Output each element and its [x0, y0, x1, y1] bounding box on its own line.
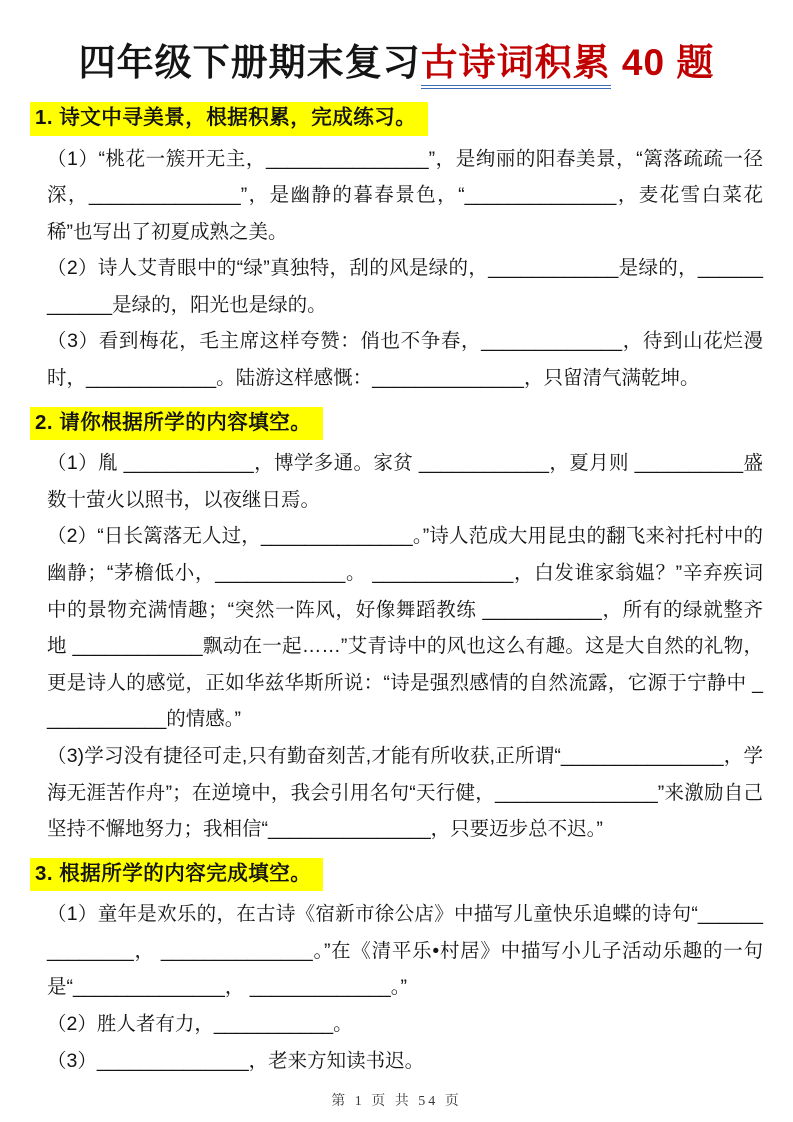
page-title — [30, 32, 763, 86]
page-footer — [0, 1090, 793, 1110]
section-2 — [30, 407, 763, 848]
section-1-question-3: （3）看到梅花，毛主席这样夸赞：俏也不争春，_____________，待到山花烂漫时，____________。陆游这样感慨：______________，只留清气满乾坤。 — [47, 330, 763, 390]
section-1-heading-row — [30, 102, 763, 136]
section-1-heading: 1. 诗文中寻美景，根据积累，完成练习。 — [30, 102, 428, 136]
section-2-heading: 2. 请你根据所学的内容填空。 — [30, 407, 323, 441]
section-3-question-2: （2）胜人者有力，___________。 — [47, 1012, 353, 1035]
section-3 — [30, 858, 763, 1079]
section-3-question-1: （1）童年是欢乐的，在古诗《宿新市徐公店》中描写儿童快乐追蝶的诗句“______________， ______________。”在《清平乐•村居》中描写小儿子活动乐趣的一句是“______________， _____________。” — [47, 903, 763, 999]
title-red-suffix: 40 题 — [610, 42, 715, 83]
section-1 — [30, 102, 763, 397]
section-3-heading-row — [30, 858, 763, 892]
section-3-question-3: （3）______________，老来方知读书迟。 — [47, 1049, 425, 1072]
section-3-heading: 3. 根据所学的内容完成填空。 — [30, 858, 323, 892]
section-2-question-3: （3)学习没有捷径可走,只有勤奋刻苦,才能有所收获,正所谓“_______________，学海无涯苦作舟”；在逆境中，我会引用名句“天行健，_______________”来激励自己坚持不懈地努力；我相信“_______________，只要迈步总不迟。” — [47, 744, 763, 841]
title-black-part: 四年级下册期末复习 — [78, 42, 421, 83]
section-2-question-1: （1）胤 ____________，博学多通。家贫 ____________，夏月则 __________盛数十萤火以照书，以夜继日焉。 — [47, 452, 763, 511]
title-red-underlined-part: 古诗词积累 — [421, 42, 611, 89]
section-1-question-2: （2）诗人艾青眼中的“绿”真独特，刮的风是绿的，____________是绿的，____________是绿的，阳光也是绿的。 — [47, 257, 763, 316]
section-2-heading-row — [30, 407, 763, 441]
section-2-question-2: （2）“日长篱落无人过，______________。”诗人范成大用昆虫的翻飞来衬托村中的幽静；“茅檐低小，____________。 _____________，白发谁家翁媪？”辛弃疾词中的景物充满情趣；“突然一阵风，好像舞蹈教练 ___________，所有的绿就整齐地 ____________飘动在一起……”艾青诗中的风也这么有趣。这是大自然的礼物，更是诗人的感觉，正如华兹华斯所说：“诗是强烈感情的自然流露，它源于宁静中 ____________的情感。” — [47, 525, 763, 731]
page-number: 第 1 页 共 54 页 — [331, 1094, 462, 1109]
section-1-question-1: （1）“桃花一簇开无主，_______________”，是绚丽的阳春美景，“篱落疏疏一径深，______________”，是幽静的暮春景色，“______________，麦花雪白菜花稀”也写出了初夏成熟之美。 — [47, 147, 763, 243]
